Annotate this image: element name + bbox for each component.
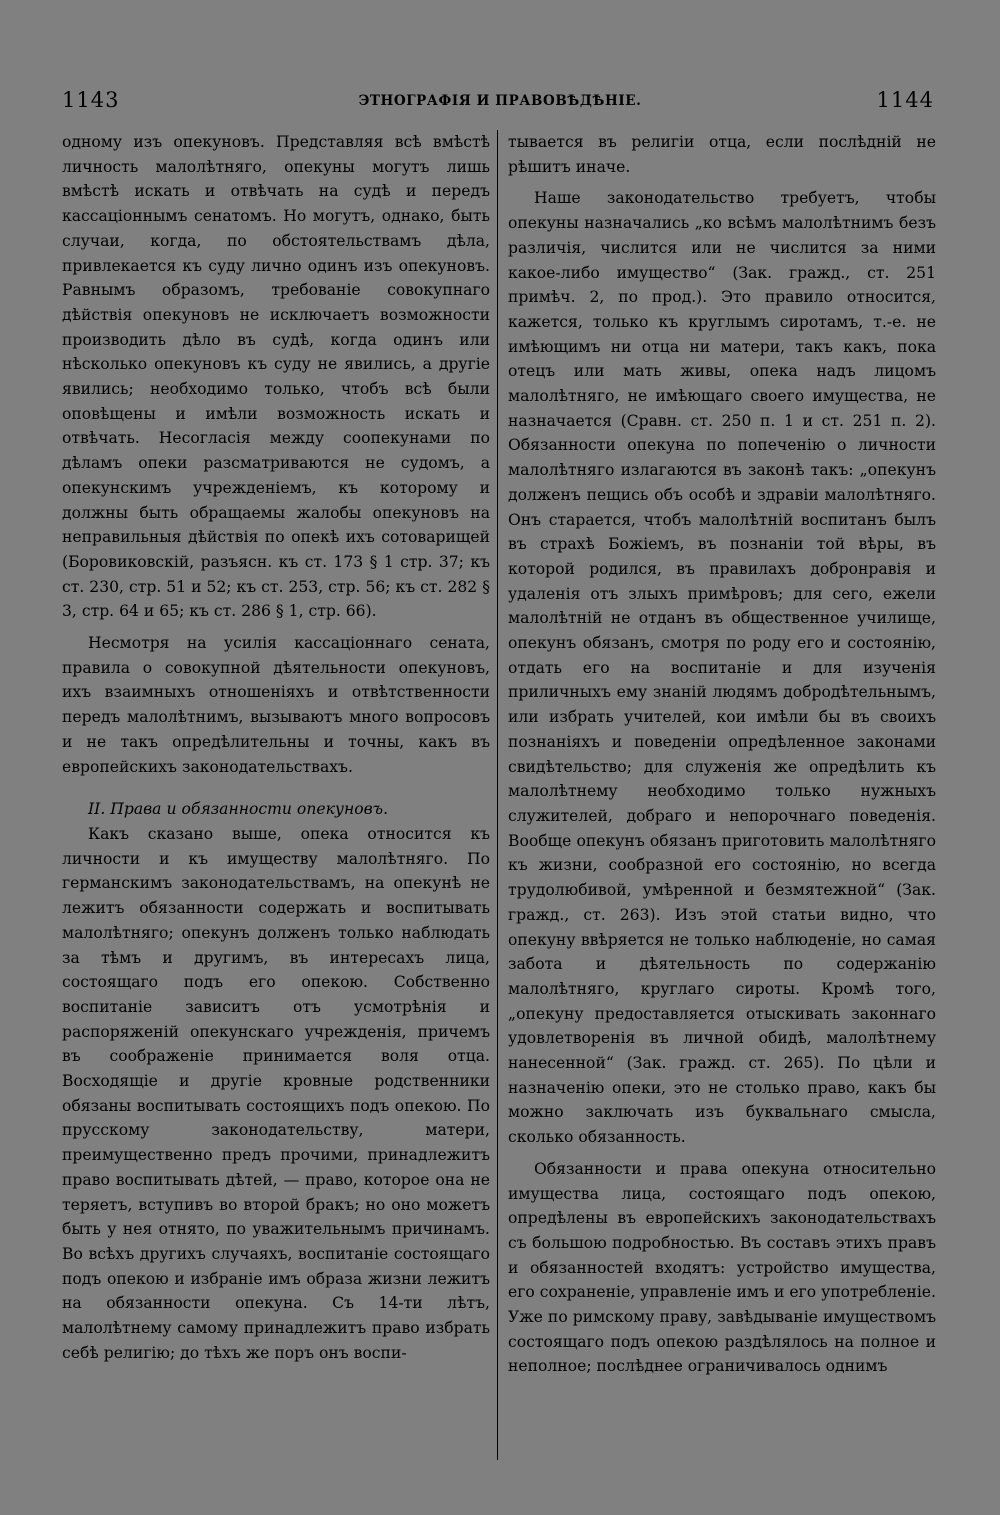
right-column	[508, 130, 936, 1379]
left-column	[62, 130, 490, 1365]
paragraph: одному изъ опекуновъ. Представляя всѣ вмѣстѣ личность малолѣтняго, опекуны могутъ лишь вмѣстѣ искать и отвѣчать на судѣ и передъ кассаціоннымъ сенатомъ. Но могутъ, однако, быть случаи, когда, по обстоятельствамъ дѣла, привлекается къ суду лично одинъ изъ опекуновъ. Равнымъ образомъ, требованіе совокупнаго дѣйствія опекуновъ не исключаетъ возможности производить дѣло въ судѣ, когда одинъ или нѣсколько опекуновъ къ суду не явились, а другіе явились; необходимо только, чтобъ всѣ были оповѣщены и имѣли возможность искать и отвѣчать. Несогласія между соопекунами по дѣламъ опеки разсматриваются не судомъ, а опекунскимъ учрежденіемъ, къ которому и должны быть обращаемы жалобы опекуновъ на неправильныя дѣйствія по опекѣ ихъ сотоварищей (Боровиковскій, разъясн. къ ст. 173 § 1 стр. 37; къ ст. 230, стр. 51 и 52; къ ст. 253, стр. 56; къ ст. 282 § 3, стр. 64 и 65; къ ст. 286 § 1, стр. 66).	[62, 133, 490, 621]
page-number-right: 1144	[876, 88, 934, 112]
column-divider	[497, 130, 498, 1460]
page-header	[0, 88, 1000, 118]
paragraph: Какъ сказано выше, опека относится къ личности и къ имуществу малолѣтняго. По германскимъ законодательствамъ, на опекунѣ не лежитъ обязанности содержать и воспитывать малолѣтняго; опекунъ долженъ только наблюдать за тѣмъ и другимъ, въ интересахъ лица, состоящаго подъ его опекою. Собственно воспитаніе зависитъ отъ усмотрѣнія и распоряженій опекунскаго учрежденія, причемъ въ соображеніе принимается воля отца. Восходящіе и другіе кровные родственники обязаны воспитывать состоящихъ подъ опекою. По прусскому законодательству, матери, преимущественно предъ прочими, принадлежитъ право воспитывать дѣтей, — право, которое она не теряетъ, вступивъ во второй бракъ; но оно можетъ быть у нея отнято, по уважительнымъ причинамъ. Во всѣхъ другихъ случаяхъ, воспитаніе состоящаго подъ опекою и избраніе имъ образа жизни лежитъ на обязанности опекуна. Съ 14-ти лѣтъ, малолѣтнему самому принадлежитъ право избрать себѣ религію; до тѣхъ же поръ онъ воспи-	[62, 824, 490, 1362]
paragraph: Обязанности и права опекуна относительно имущества лица, состоящаго подъ опекою, опредѣлены въ европейскихъ законодательствахъ съ большою подробностью. Въ составъ этихъ правъ и обязанностей входятъ: устройство имущества, его сохраненіе, управленіе имъ и его употребленіе. Уже по римскому праву, завѣдываніе имуществомъ состоящаго подъ опекою раздѣлялось на полное и неполное; послѣднее ограничивалось однимъ	[508, 1159, 936, 1376]
paragraph: тывается въ религіи отца, если послѣдній не рѣшитъ иначе.	[508, 133, 936, 176]
paragraph: Несмотря на усилія кассаціоннаго сената, правила о совокупной дѣятельности опекуновъ, ихъ взаимныхъ отношеніяхъ и отвѣтственности передъ малолѣтнимъ, вызываютъ много вопросовъ и не такъ опредѣлительны и точны, какъ въ европейскихъ законодательствахъ.	[62, 634, 490, 776]
paragraph: Наше законодательство требуетъ, чтобы опекуны назначались „ко всѣмъ малолѣтнимъ безъ различія, числится или не числится за ними какое-либо имущество“ (Зак. гражд., ст. 251 примѣч. 2, по прод.). Это правило относится, кажется, только къ круглымъ сиротамъ, т.-е. не имѣющимъ ни отца ни матери, такъ какъ, пока отецъ или мать живы, опека надъ лицомъ малолѣтняго, не имѣющаго своего имущества, не назначается (Сравн. ст. 250 п. 1 и ст. 251 п. 2). Обязанности опекуна по попеченію о личности малолѣтняго излагаются въ законѣ такъ: „опекунъ долженъ пещись объ особѣ и здравіи малолѣтняго. Онъ старается, чтобъ малолѣтній воспитанъ былъ въ страхѣ Божіемъ, въ познаніи той вѣры, въ которой родился, въ правилахъ добронравія и удаленія отъ злыхъ примѣровъ; для сего, ежели малолѣтній не отданъ въ общественное училище, опекунъ обязанъ, смотря по роду его и состоянію, отдать его на воспитаніе и для изученія приличныхъ ему знаній людямъ добродѣтельнымъ, или избрать учителей, кои имѣли бы въ своихъ познаніяхъ и поведеніи опредѣленное законами свидѣтельство; для служенія же опредѣлить къ малолѣтнему необходимо только нужныхъ служителей, добраго и непорочнаго поведенія. Вообще опекунъ обязанъ приготовить малолѣтняго къ жизни, сообразной его состоянію, но всегда трудолюбивой, умѣренной и безмятежной“ (Зак. гражд., ст. 263). Изъ этой статьи видно, что опекуну ввѣряется не только наблюденіе, но самая забота и дѣятельность по содержанію малолѣтняго, круглаго сироты. Кромѣ того, „опекуну предоставляется отыскивать законнаго удовлетворенія въ личной обидѣ, малолѣтнему нанесенной“ (Зак. гражд. ст. 265). По цѣли и назначенію опеки, это не столько право, какъ бы можно заключать изъ буквальнаго смысла, сколько обязанность.	[508, 189, 936, 1147]
running-title: ЭТНОГРАФІЯ И ПРАВОВѢДѢНІЕ.	[358, 93, 642, 109]
page-number-left: 1143	[62, 88, 120, 112]
section-heading: II. Права и обязанности опекуновъ.	[88, 800, 389, 819]
